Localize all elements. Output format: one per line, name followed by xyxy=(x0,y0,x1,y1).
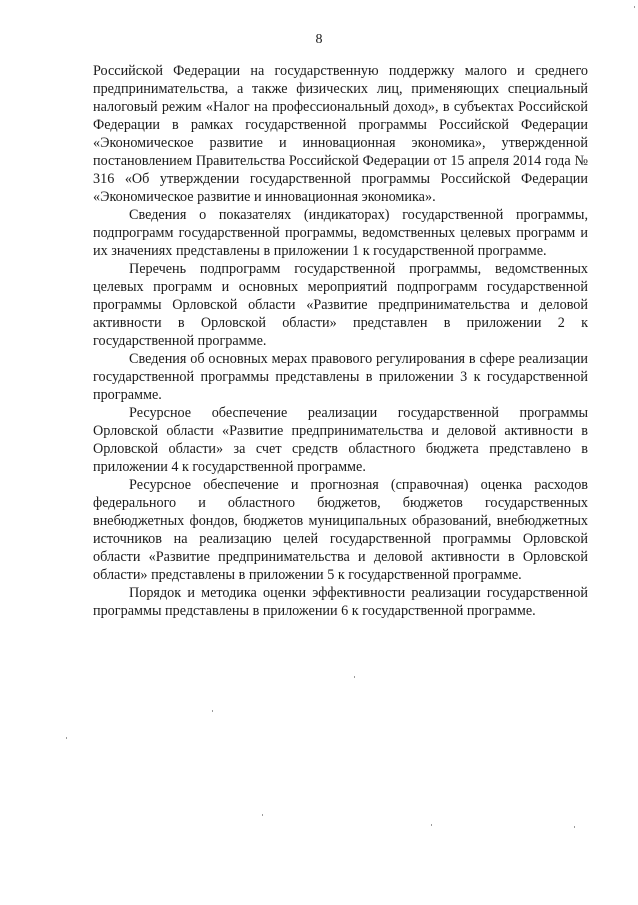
scan-speck xyxy=(212,710,213,712)
scan-speck xyxy=(431,824,432,826)
scan-speck xyxy=(634,6,635,8)
body-text xyxy=(93,62,588,620)
paragraph-efficiency-method: Порядок и методика оценки эффективности реализации государственной программы представлены в приложении 6 к государственной программе. xyxy=(93,585,588,619)
paragraph-regional-budget: Ресурсное обеспечение реализации государственной программы Орловской области «Развитие предпринимательства и деловой активности в Орловской области» за счет средств областного бюджета представлено в приложении 4 к государственной программе. xyxy=(93,405,588,475)
paragraph-legal-regulation: Сведения об основных мерах правового регулирования в сфере реализации государственной программы представлены в приложении 3 к государственной программе. xyxy=(93,351,588,403)
paragraph-subprograms: Перечень подпрограмм государственной программы, ведомственных целевых программ и основных мероприятий подпрограмм государственной программы Орловской области «Развитие предпринимательства и деловой активности в Орловской области» представлен в приложении 2 к государственной программе. xyxy=(93,261,588,349)
scan-speck xyxy=(66,737,67,739)
paragraph-forecast-expenses: Ресурсное обеспечение и прогнозная (справочная) оценка расходов федерального и областного бюджетов, бюджетов государственных внебюджетных фондов, бюджетов муниципальных образований, внебюджетных источников на реализацию целей государственной программы Орловской области «Развитие предпринимательства и деловой активности в Орловской области» представлены в приложении 5 к государственной программе. xyxy=(93,477,588,583)
paragraph-indicators: Сведения о показателях (индикаторах) государственной программы, подпрограмм государственной программы, ведомственных целевых программ и их значениях представлены в приложении 1 к государственной программе. xyxy=(93,207,588,259)
paragraph-continuation: Российской Федерации на государственную поддержку малого и среднего предпринимательства, а также физических лиц, применяющих специальный налоговый режим «Налог на профессиональный доход», в субъектах Российской Федерации в рамках государственной программы Российской Федерации «Экономическое развитие и инновационная экономика», утвержденной постановлением Правительства Российской Федерации от 15 апреля 2014 года № 316 «Об утверждении государственной программы Российской Федерации «Экономическое развитие и инновационная экономика». xyxy=(93,63,588,205)
page-number: 8 xyxy=(315,32,323,47)
scan-speck xyxy=(574,826,575,828)
scan-speck xyxy=(262,814,263,816)
scan-speck xyxy=(354,676,355,678)
